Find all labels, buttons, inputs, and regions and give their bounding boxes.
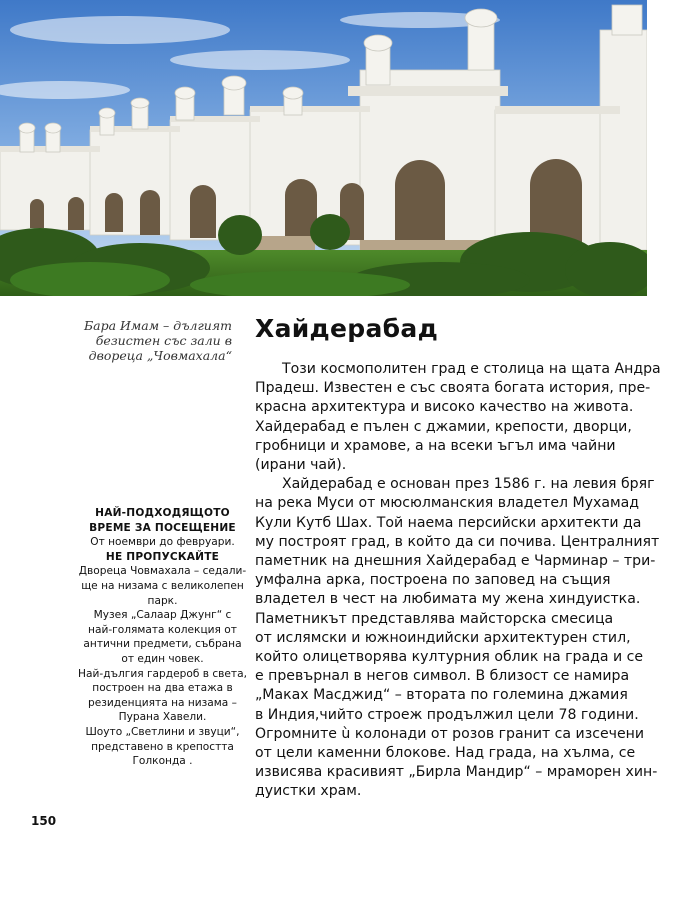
- text-line: Хайдерабад е пълен с джамии, крепости, дворци,: [255, 418, 632, 435]
- paragraph-1: [255, 360, 661, 475]
- text-line: Кули Кутб Шах. Той наема персийски архитекти да: [255, 514, 642, 531]
- must-see-line: от един човек.: [121, 652, 204, 665]
- travel-info-sidebar: [70, 506, 255, 769]
- text-line: на река Муси от мюсюлманския владетел Мухамад: [255, 495, 639, 512]
- article-title: Хайдерабад: [255, 314, 439, 343]
- must-see-line: Голконда .: [132, 755, 193, 768]
- page-number: 150: [31, 814, 57, 828]
- text-line: който олицетворява културния облик на града и се: [255, 649, 644, 666]
- must-see-line: Музея „Салаар Джунг“ с: [93, 609, 232, 622]
- palace-photo: [0, 0, 647, 296]
- paragraph-2: [255, 475, 660, 801]
- must-see-line: антични предмети, събрана: [83, 638, 242, 651]
- text-line: владетел в чест на любимата му жена хиндуистка.: [255, 591, 641, 608]
- must-see-heading: НЕ ПРОПУСКАЙТЕ: [105, 550, 220, 563]
- text-line: Паметникът представлява майсторска смесица: [255, 610, 614, 627]
- must-see-line: Най-дългия гардероб в света,: [78, 667, 247, 680]
- must-see-line: ще на низама с великолепен: [81, 579, 244, 592]
- text-line: умфална арка, построена по заповед на същия: [255, 572, 611, 589]
- text-line: от ислямски и южноиндийски архитектурен стил,: [255, 629, 631, 646]
- must-see-item: [70, 608, 255, 666]
- best-time-text: От ноември до февруари.: [90, 536, 235, 549]
- text-line: „Маках Масджид“ – втората по големина джамия: [255, 687, 628, 704]
- must-see-line: построен на два етажа в: [92, 682, 233, 695]
- text-line: Хайдерабад е основан през 1586 г. на левия бряг: [282, 476, 655, 493]
- photo-caption: [72, 318, 232, 363]
- text-line: в Индия,чийто строеж продължил цели 78 години.: [255, 706, 639, 723]
- best-time-heading: ВРЕМЕ ЗА ПОСЕЩЕНИЕ: [89, 521, 236, 534]
- caption-line: Бара Имам – дългият: [83, 318, 232, 333]
- text-line: (ирани чай).: [255, 457, 347, 474]
- must-see-line: парк.: [147, 594, 178, 607]
- text-line: от цели каменни блокове. Над града, на хълма, се: [255, 745, 636, 762]
- must-see-line: най-голямата колекция от: [88, 623, 237, 636]
- must-see-item: [70, 564, 255, 608]
- caption-line: двореца „Човмахала“: [88, 348, 232, 363]
- must-see-line: резиденцията на низама –: [88, 696, 237, 709]
- text-line: Прадеш. Известен е със своята богата история, пре-: [255, 380, 651, 397]
- text-line: е превърнал в негов символ. В близост се намира: [255, 668, 630, 685]
- text-line: извисява красивият „Бирла Мандир“ – мраморен хин-: [255, 764, 658, 781]
- text-line: гробници и храмове, а на всеки ъгъл има чайни: [255, 437, 616, 454]
- text-line: красна архитектура и високо качество на живота.: [255, 399, 634, 416]
- must-see-item: [70, 667, 255, 725]
- article-body: [255, 360, 661, 802]
- text-line: му построят град, в който да си почива. Централният: [255, 533, 660, 550]
- must-see-line: Дворецa Човмахала – седали-: [78, 565, 247, 578]
- text-line: Огромните ù колонади от розов гранит са изсечени: [255, 725, 644, 742]
- text-line: паметник на днешния Хайдерабад е Чарминар – три-: [255, 553, 656, 570]
- must-see-item: [70, 725, 255, 769]
- caption-line: безистен със зали в: [95, 333, 232, 348]
- must-see-line: представено в крепостта: [91, 740, 234, 753]
- must-see-line: Шоуто „Светлини и звуци“,: [85, 725, 240, 738]
- text-line: Този космополитен град е столица на щата Андра: [282, 361, 661, 377]
- best-time-heading: НАЙ-ПОДХОДЯЩОТО: [95, 507, 230, 519]
- text-line: дуистки храм.: [255, 783, 362, 800]
- must-see-line: Пурана Хавели.: [118, 711, 207, 724]
